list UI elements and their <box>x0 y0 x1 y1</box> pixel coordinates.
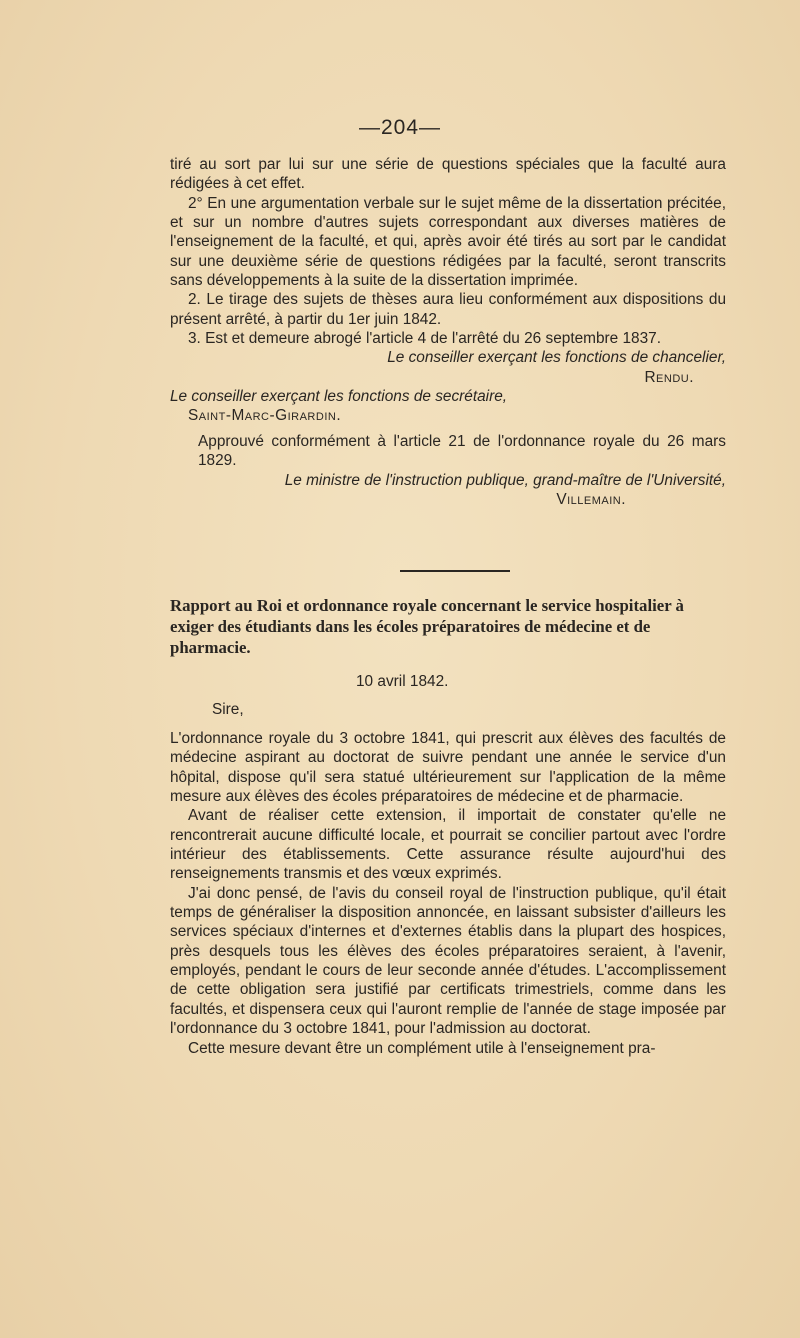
salutation: Sire, <box>212 701 244 718</box>
paragraph: Cette mesure devant être un complément utile à l'enseignement pra- <box>188 1039 656 1057</box>
article-2: 2. Le tirage des sujets de thèses aura lieu conformément aux dispositions du présent arrêté, à partir du 1er juin 1842. <box>170 291 726 328</box>
article-3: 3. Est et demeure abrogé l'article 4 de l'arrêté du 26 septembre 1837. <box>188 330 662 348</box>
section-date: 10 avril 1842. <box>356 673 449 690</box>
paragraph: tiré au sort par lui sur une série de questions spéciales que la faculté aura rédigées à cet effet. <box>170 156 726 193</box>
signature-title-chancelier: Le conseiller exerçant les fonctions de chancelier, <box>387 349 726 367</box>
approval-note: Approuvé conformément à l'article 21 de l'ordonnance royale du 26 mars 1829. <box>198 432 726 470</box>
signature-name-saint-marc-girardin: Saint-Marc-Girardin. <box>188 407 342 425</box>
signature-name-villemain: Villemain. <box>556 490 626 508</box>
paragraph: Avant de réaliser cette extension, il importait de constater qu'elle ne rencontrerait aucune difficulté locale, et pourrait se concilier partout avec l'ordre intérieur des établissements. Cette assurance résulte aujourd'hui des renseignements transmis et des vœux exprimés. <box>170 807 726 883</box>
paragraph: 2° En une argumentation verbale sur le sujet même de la dissertation précitée, et sur un nombre d'autres sujets correspondant aux diverses matières de l'enseignement de la faculté, et qui, après avoir été tirés au sort par le candidat sur une deuxième série de questions rédigées par la faculté, seront transcrits sans développements à la suite de la dissertation imprimée. <box>170 194 726 290</box>
page-number: —204— <box>358 116 442 139</box>
signature-title-secretaire: Le conseiller exerçant les fonctions de secrétaire, <box>170 388 508 406</box>
report-body <box>170 729 726 1058</box>
signature-title-ministre: Le ministre de l'instruction publique, grand-maître de l'Université, <box>284 471 726 489</box>
decree-conclusion <box>170 155 726 509</box>
section-heading: Rapport au Roi et ordonnance royale concernant le service hospitalier à exiger des étudiants dans les écoles préparatoires de médecine et de pharmacie. <box>170 596 684 657</box>
section-divider <box>400 570 510 572</box>
paragraph: J'ai donc pensé, de l'avis du conseil royal de l'instruction publique, qu'il était temps de généraliser la disposition annoncée, en laissant subsister d'ailleurs les services spéciaux d'internes et d'externes établis dans la plupart des hospices, près desquels tous les élèves des écoles préparatoires seraient, à l'avenir, employés, pendant le cours de leur seconde année d'études. L'accomplissement de cette obligation sera justifié par certificats trimestriels, comme dans les facultés, et dispensera ceux qui l'auront remplie de l'année de stage imposée par l'ordonnance du 3 octobre 1841, pour l'admission au doctorat. <box>170 884 726 1038</box>
paragraph: L'ordonnance royale du 3 octobre 1841, qui prescrit aux élèves des facultés de médecine aspirant au doctorat de suivre pendant une année le service d'un hôpital, dispose qu'il sera statué ultérieurement sur l'application de la même mesure aux élèves des écoles préparatoires de médecine et de pharmacie. <box>170 730 726 806</box>
signature-name-rendu: Rendu. <box>644 368 694 386</box>
